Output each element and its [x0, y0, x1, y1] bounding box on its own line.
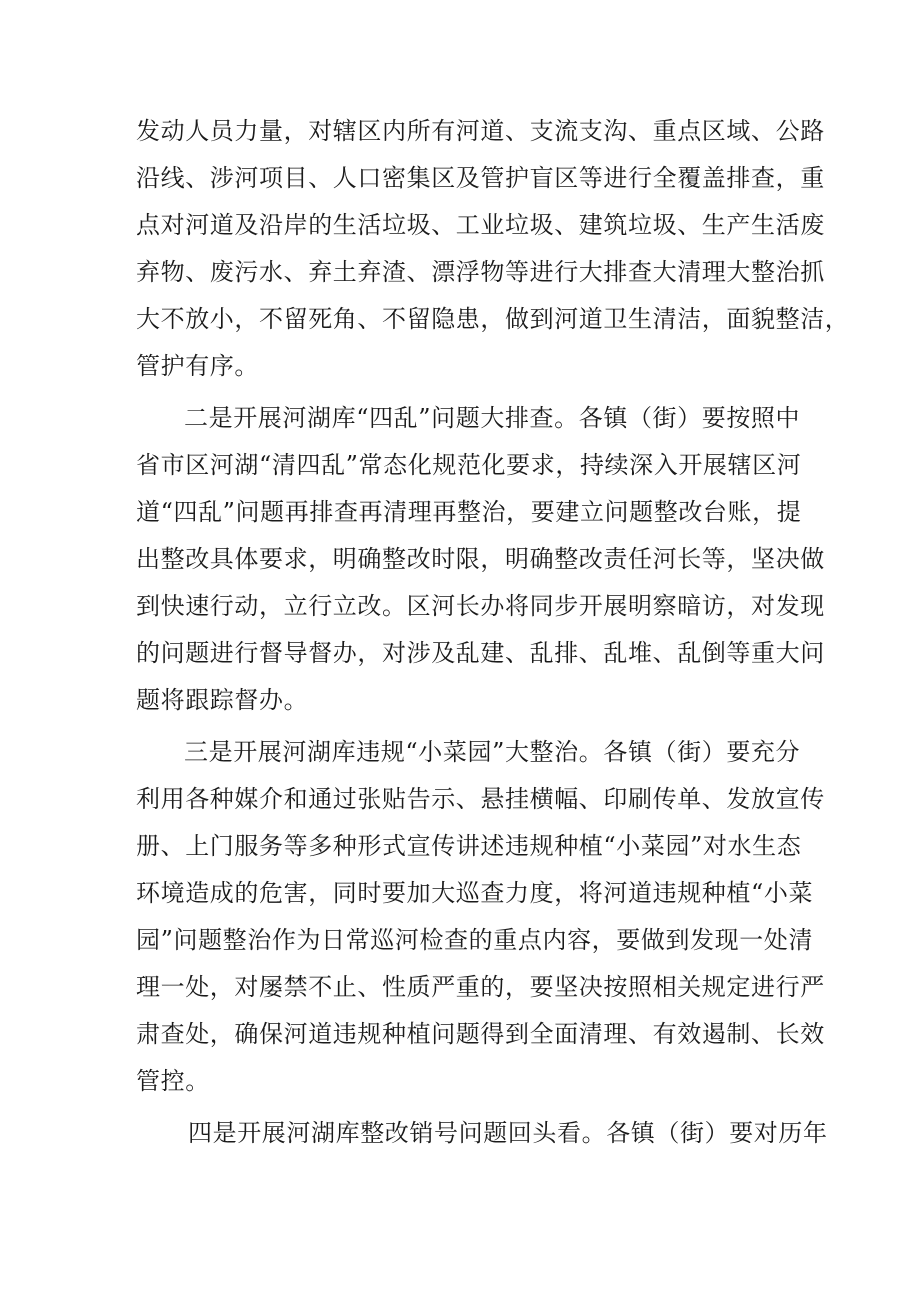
text-line: 省市区河湖“清四乱”常态化规范化要求，持续深入开展辖区河	[136, 451, 802, 479]
text-line: 理一处，对屡禁不止、性质严重的，要坚决按照相关规定进行严	[136, 973, 825, 1001]
text-line: 二是开展河湖库“四乱”问题大排查。各镇（街）要按照中	[184, 404, 801, 432]
text-line: 发动人员力量，对辖区内所有河道、支流支沟、重点区域、公路	[136, 117, 825, 145]
text-line: 点对河道及沿岸的生活垃圾、工业垃圾、建筑垃圾、生产生活废	[136, 211, 825, 239]
text-line: 题将跟踪督办。	[136, 686, 309, 714]
paragraph-1	[136, 108, 850, 390]
text-line: 到快速行动，立行立改。区河长办将同步开展明察暗访，对发现	[136, 592, 825, 620]
text-line: 三是开展河湖库违规“小菜园”大整治。各镇（街）要充分	[184, 738, 801, 766]
text-line: 管护有序。	[136, 352, 259, 380]
paragraph-4	[136, 1110, 828, 1157]
text-line: 园”问题整治作为日常巡河检查的重点内容，要做到发现一处清	[136, 926, 814, 954]
paragraph-3	[136, 729, 825, 1105]
text-line: 管控。	[136, 1067, 210, 1095]
document-body	[136, 108, 850, 1157]
text-line: 沿线、涉河项目、人口密集区及管护盲区等进行全覆盖排查，重	[136, 164, 825, 192]
text-line: 的问题进行督导督办，对涉及乱建、乱排、乱堆、乱倒等重大问	[136, 639, 825, 667]
text-line: 环境造成的危害，同时要加大巡查力度，将河道违规种植“小菜	[136, 879, 814, 907]
paragraph-2	[136, 395, 825, 724]
text-line: 利用各种媒介和通过张贴告示、悬挂横幅、印刷传单、发放宣传	[136, 785, 825, 813]
text-line: 大不放小，不留死角、不留隐患，做到河道卫生清洁，面貌整洁，	[136, 305, 850, 333]
text-line: 弃物、废污水、弃土弃渣、漂浮物等进行大排查大清理大整治抓	[136, 258, 825, 286]
text-line: 肃查处，确保河道违规种植问题得到全面清理、有效遏制、长效	[136, 1020, 825, 1048]
text-line: 道“四乱”问题再排查再清理再整治，要建立问题整改台账，提	[136, 498, 802, 526]
text-line: 出整改具体要求，明确整改时限，明确整改责任河长等，坚决做	[136, 545, 825, 573]
text-line: 四是开展河湖库整改销号问题回头看。各镇（街）要对历年	[188, 1119, 828, 1147]
text-line: 册、上门服务等多种形式宣传讲述违规种植“小菜园”对水生态	[136, 832, 802, 860]
